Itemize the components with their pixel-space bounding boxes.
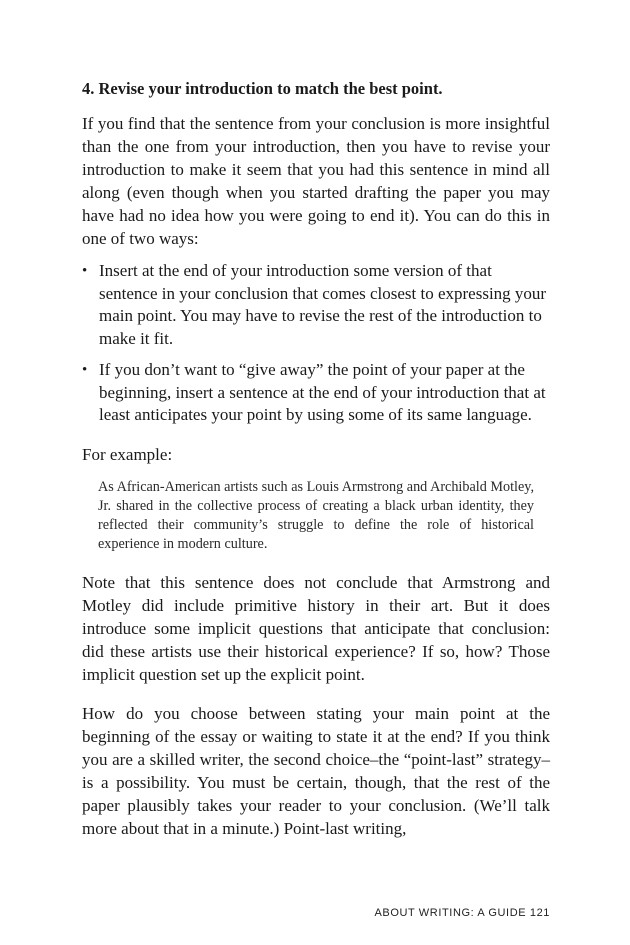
bullet-text: Insert at the end of your introduction some version of that sentence in your conclusion that comes closest to expressing your main point. You may have to revise the rest of the introduction to make it fit. [99,261,547,348]
for-example-label: For example: [82,444,173,464]
page-content [82,78,550,840]
paragraph-intro: If you find that the sentence from your conclusion is more insightful than the one from your introduction, then you have to revise your introduction to make it seem that you had this sentence in mind all along (even though when you started drafting the paper you may have had no idea how you were going to end it). You can do this in one of two ways: [82,114,550,248]
bullet-text: If you don’t want to “give away” the point of your paper at the beginning, insert a sentence at the end of your introduction that at least anticipates your point by using some of its same language. [99,360,546,424]
bullet-item [82,260,550,350]
paragraph-choice: How do you choose between stating your main point at the beginning of the essay or waiting to state it at the end? If you think you are a skilled writer, the second choice–the “point-last” strategy–is a possibility. You must be certain, though, that the rest of the paper plausibly takes your reader to your conclusion. (We’ll talk more about that in a minute.) Point-last writing, [82,703,550,838]
paragraph-note: Note that this sentence does not conclude that Armstrong and Motley did include primitive history in their art. But it does introduce some implicit questions that anticipate that conclusion: did these artists use their historical experience? If so, how? Those implicit question set up the explicit point. [82,572,550,684]
page-footer: ABOUT WRITING: A GUIDE 121 [374,907,550,919]
section-heading: 4. Revise your introduction to match the best point. [82,79,443,98]
example-quote: As African-American artists such as Louis Armstrong and Archibald Motley, Jr. shared in the collective process of creating a black urban identity, they reflected their community’s struggle to define the role of historical experience in modern culture. [98,478,534,553]
bullet-list [82,260,550,427]
bullet-item [82,359,550,427]
bullet-icon: • [82,362,88,378]
bullet-icon: • [82,263,88,279]
